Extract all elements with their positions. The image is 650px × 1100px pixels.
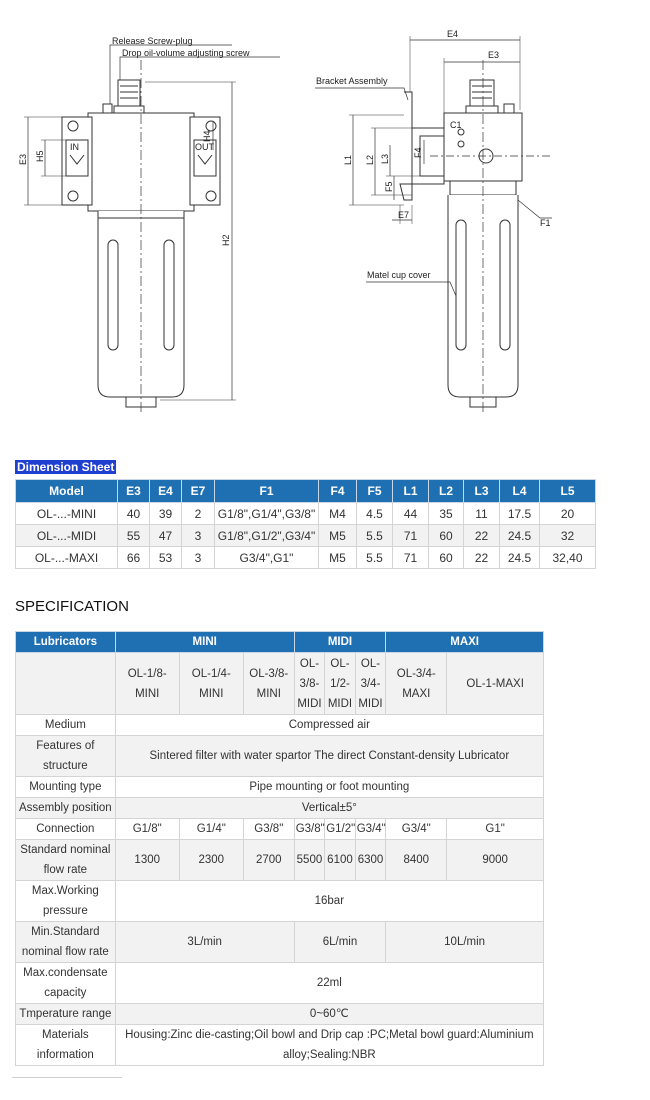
spec-label: Mounting type bbox=[16, 777, 116, 798]
cell: 66 bbox=[118, 547, 150, 569]
cell: 22 bbox=[464, 525, 500, 547]
models-label-cell bbox=[16, 653, 116, 715]
dim-h2: H2 bbox=[221, 234, 231, 246]
dim-e3-left: E3 bbox=[18, 153, 28, 165]
cell: 32,40 bbox=[540, 547, 596, 569]
dim-f1: F1 bbox=[540, 218, 551, 228]
cell: G3/4",G1" bbox=[215, 547, 319, 569]
spec-value: G3/4" bbox=[386, 819, 447, 840]
spec-value: G1" bbox=[447, 819, 544, 840]
col-l4: L4 bbox=[500, 480, 540, 503]
spec-value: 1300 bbox=[115, 840, 179, 881]
cell: 39 bbox=[150, 503, 182, 525]
cell: 24.5 bbox=[500, 525, 540, 547]
cell: G1/8",G1/2",G3/4" bbox=[215, 525, 319, 547]
spec-value: Housing:Zinc die-casting;Oil bowl and Drip cap :PC;Metal bowl guard:Aluminium alloy;Sealing:NBR bbox=[115, 1025, 543, 1066]
col-l5: L5 bbox=[540, 480, 596, 503]
spec-value: G1/4" bbox=[179, 819, 243, 840]
spec-value: Sintered filter with water spartor The direct Constant-density Lubricator bbox=[115, 736, 543, 777]
dim-f5: F5 bbox=[384, 181, 394, 192]
header-mini: MINI bbox=[115, 632, 294, 653]
cell: 20 bbox=[540, 503, 596, 525]
cell-model: OL-...-MIDI bbox=[16, 525, 118, 547]
header-maxi: MAXI bbox=[386, 632, 544, 653]
spec-value: 10L/min bbox=[386, 922, 544, 963]
spec-value: 6300 bbox=[355, 840, 386, 881]
spec-row-mounting bbox=[16, 777, 544, 798]
model-cell: OL-1/4-MINI bbox=[179, 653, 243, 715]
spec-value: 2300 bbox=[179, 840, 243, 881]
model-cell: OL-3/8-MIDI bbox=[294, 653, 325, 715]
spec-label: Tmperature range bbox=[16, 1004, 116, 1025]
spec-value: G1/2" bbox=[325, 819, 356, 840]
cell: 71 bbox=[393, 525, 429, 547]
table-row bbox=[16, 525, 596, 547]
cell: G1/8",G1/4",G3/8" bbox=[215, 503, 319, 525]
release-screw-label: Release Screw-plug bbox=[112, 36, 193, 46]
bracket-assembly-label: Bracket Assembly bbox=[316, 76, 388, 86]
spec-label: Min.Standard nominal flow rate bbox=[16, 922, 116, 963]
spec-label: Assembly position bbox=[16, 798, 116, 819]
spec-row-min-flow bbox=[16, 922, 544, 963]
cell: 32 bbox=[540, 525, 596, 547]
cell: 24.5 bbox=[500, 547, 540, 569]
table-row bbox=[16, 547, 596, 569]
col-l1: L1 bbox=[393, 480, 429, 503]
dim-l3: L3 bbox=[380, 153, 390, 164]
spec-value: Compressed air bbox=[115, 715, 543, 736]
out-port-label: OUT bbox=[195, 142, 214, 152]
col-e4: E4 bbox=[150, 480, 182, 503]
cell: 47 bbox=[150, 525, 182, 547]
col-l3: L3 bbox=[464, 480, 500, 503]
spec-value: 8400 bbox=[386, 840, 447, 881]
spec-row-medium bbox=[16, 715, 544, 736]
spec-row-flow bbox=[16, 840, 544, 881]
col-f1: F1 bbox=[215, 480, 319, 503]
spec-row-materials bbox=[16, 1025, 544, 1066]
spec-row-connection bbox=[16, 819, 544, 840]
spec-value: 0~60℃ bbox=[115, 1004, 543, 1025]
spec-row-features bbox=[16, 736, 544, 777]
dim-h5: H5 bbox=[35, 150, 45, 162]
col-f5: F5 bbox=[357, 480, 393, 503]
spec-value: 6100 bbox=[325, 840, 356, 881]
spec-value: 9000 bbox=[447, 840, 544, 881]
specification-heading: SPECIFICATION bbox=[15, 598, 129, 615]
dimension-table-header bbox=[16, 480, 596, 503]
cell: 35 bbox=[429, 503, 464, 525]
dimension-sheet-heading: Dimension Sheet bbox=[17, 460, 115, 474]
cell: 60 bbox=[429, 547, 464, 569]
spec-row-assembly bbox=[16, 798, 544, 819]
spec-value: 6L/min bbox=[294, 922, 386, 963]
cell: 4.5 bbox=[357, 503, 393, 525]
col-model: Model bbox=[16, 480, 118, 503]
col-l2: L2 bbox=[429, 480, 464, 503]
col-e7: E7 bbox=[182, 480, 215, 503]
cup-cover-label: Matel cup cover bbox=[367, 270, 431, 280]
spec-value: G1/8" bbox=[115, 819, 179, 840]
table-row bbox=[16, 503, 596, 525]
drop-screw-label: Drop oil-volume adjusting screw bbox=[122, 48, 250, 58]
col-f4: F4 bbox=[319, 480, 357, 503]
cell: 3 bbox=[182, 525, 215, 547]
cell: 22 bbox=[464, 547, 500, 569]
spec-value: 2700 bbox=[243, 840, 294, 881]
spec-value: 22ml bbox=[115, 963, 543, 1004]
cell: M4 bbox=[319, 503, 357, 525]
spec-label: Features of structure bbox=[16, 736, 116, 777]
spec-header-row bbox=[16, 632, 544, 653]
divider bbox=[12, 1077, 122, 1078]
cell: 2 bbox=[182, 503, 215, 525]
spec-value: 5500 bbox=[294, 840, 325, 881]
cell-model: OL-...-MAXI bbox=[16, 547, 118, 569]
dimension-table bbox=[15, 479, 596, 569]
spec-value: G3/8" bbox=[294, 819, 325, 840]
cell: 11 bbox=[464, 503, 500, 525]
cell-model: OL-...-MINI bbox=[16, 503, 118, 525]
header-midi: MIDI bbox=[294, 632, 386, 653]
model-cell: OL-1/8-MINI bbox=[115, 653, 179, 715]
spec-label: Connection bbox=[16, 819, 116, 840]
dim-c1: C1 bbox=[450, 120, 462, 130]
spec-value: 16bar bbox=[115, 881, 543, 922]
spec-value: 3L/min bbox=[115, 922, 294, 963]
dim-h4: H4 bbox=[202, 130, 212, 142]
dim-f4: F4 bbox=[413, 147, 423, 158]
spec-row-temperature bbox=[16, 1004, 544, 1025]
spec-label: Materials information bbox=[16, 1025, 116, 1066]
cell: 40 bbox=[118, 503, 150, 525]
in-port-label: IN bbox=[70, 142, 79, 152]
spec-row-pressure bbox=[16, 881, 544, 922]
model-cell: OL-1-MAXI bbox=[447, 653, 544, 715]
spec-value: Pipe mounting or foot mounting bbox=[115, 777, 543, 798]
cell: 5.5 bbox=[357, 547, 393, 569]
model-cell: OL-3/4-MAXI bbox=[386, 653, 447, 715]
cell: M5 bbox=[319, 547, 357, 569]
model-cell: OL-1/2-MIDI bbox=[325, 653, 356, 715]
cell: 5.5 bbox=[357, 525, 393, 547]
dim-l1: L1 bbox=[343, 154, 353, 165]
cell: 44 bbox=[393, 503, 429, 525]
spec-value: Vertical±5° bbox=[115, 798, 543, 819]
spec-row-condensate bbox=[16, 963, 544, 1004]
spec-label: Medium bbox=[16, 715, 116, 736]
model-cell: OL-3/4-MIDI bbox=[355, 653, 386, 715]
cell: M5 bbox=[319, 525, 357, 547]
spec-models-row bbox=[16, 653, 544, 715]
cell: 55 bbox=[118, 525, 150, 547]
spec-label: Standard nominal flow rate bbox=[16, 840, 116, 881]
col-e3: E3 bbox=[118, 480, 150, 503]
specification-table bbox=[15, 631, 544, 1066]
spec-value: G3/8" bbox=[243, 819, 294, 840]
cell: 53 bbox=[150, 547, 182, 569]
cell: 60 bbox=[429, 525, 464, 547]
model-cell: OL-3/8-MINI bbox=[243, 653, 294, 715]
header-lubricators: Lubricators bbox=[16, 632, 116, 653]
cell: 17.5 bbox=[500, 503, 540, 525]
cell: 71 bbox=[393, 547, 429, 569]
spec-value: G3/4" bbox=[355, 819, 386, 840]
dim-e4: E4 bbox=[447, 29, 459, 39]
dim-e3-right: E3 bbox=[488, 50, 500, 60]
cell: 3 bbox=[182, 547, 215, 569]
lubricator-drawing bbox=[0, 0, 650, 440]
spec-label: Max.condensate capacity bbox=[16, 963, 116, 1004]
dim-l2: L2 bbox=[365, 154, 375, 165]
dim-e7: E7 bbox=[398, 210, 410, 220]
spec-label: Max.Working pressure bbox=[16, 881, 116, 922]
